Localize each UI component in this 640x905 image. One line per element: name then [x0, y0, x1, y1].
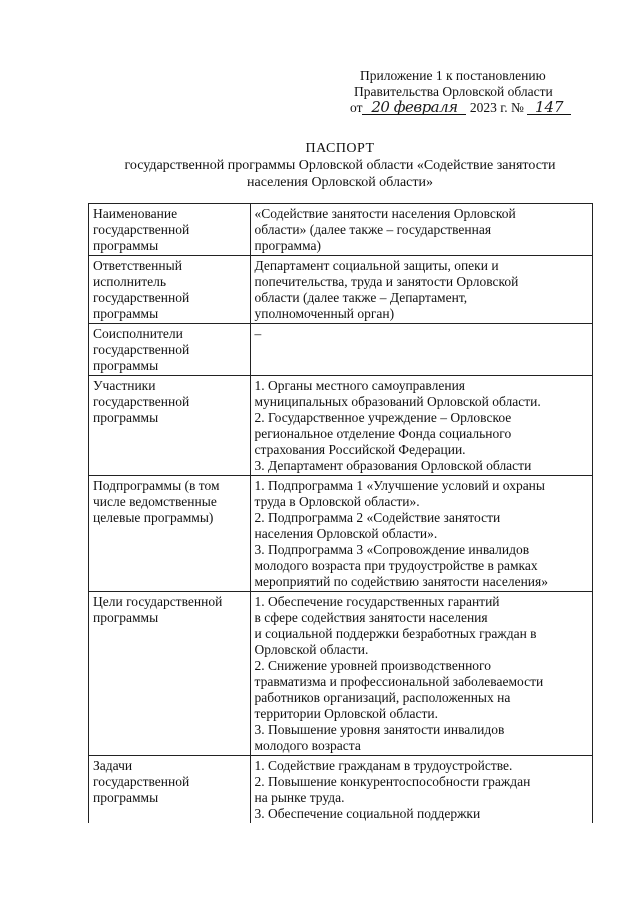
row-value-line: 2. Повышение конкурентоспособности граждан [254, 774, 531, 789]
row-label [89, 376, 251, 476]
row-value-line: 3. Обеспечение социальной поддержки [254, 806, 481, 821]
handwritten-number: 147 [527, 100, 571, 115]
row-label-line: Участники [93, 378, 156, 393]
row-label-line: программы [93, 238, 159, 253]
row-label-line: исполнитель [93, 274, 166, 289]
row-value-line: на рынке труда. [254, 790, 345, 805]
appendix-block [342, 68, 612, 116]
table-row [89, 756, 593, 824]
passport-table [88, 203, 593, 823]
row-value-line: Департамент социальной защиты, опеки и [254, 258, 499, 273]
row-value-line: уполномоченный орган) [254, 306, 395, 321]
row-label [89, 324, 251, 376]
row-value [250, 476, 592, 592]
row-value-line: и социальной поддержки безработных граждан в [254, 626, 537, 641]
row-value [250, 256, 592, 324]
row-label-line: Цели государственной [93, 594, 223, 609]
row-value-line: молодого возраста при трудоустройстве в рамках [254, 558, 538, 573]
row-label [89, 256, 251, 324]
row-value-line: области» (далее также – государственная [254, 222, 492, 237]
row-label-line: Задачи [93, 758, 133, 773]
row-label-line: целевые программы) [93, 510, 214, 525]
handwritten-date: 20 февраля [362, 100, 466, 115]
row-value-line: 3. Подпрограмма 3 «Сопровождение инвалидов [254, 542, 530, 557]
row-label-line: Подпрограммы (в том [93, 478, 220, 493]
row-value [250, 376, 592, 476]
row-value-line: «Содействие занятости населения Орловской [254, 206, 516, 221]
row-label-line: государственной [93, 394, 190, 409]
row-value-line: мероприятий по содействию занятости населения» [254, 574, 548, 589]
row-value [250, 756, 592, 824]
row-value-line: 1. Органы местного самоуправления [254, 378, 466, 393]
row-value-line: труда в Орловской области». [254, 494, 420, 509]
table-row [89, 592, 593, 756]
appendix-line-1: Приложение 1 к постановлению [360, 68, 546, 83]
row-label-line: числе ведомственные [93, 494, 217, 509]
row-value [250, 592, 592, 756]
row-label [89, 592, 251, 756]
row-label-line: программы [93, 790, 159, 805]
row-value-line: территории Орловской области. [254, 706, 438, 721]
row-value [250, 204, 592, 256]
row-value-line: населения Орловской области». [254, 526, 438, 541]
row-value-line: муниципальных образований Орловской области. [254, 394, 541, 409]
row-value-line: программа) [254, 238, 322, 253]
row-value-line: 1. Содействие гражданам в трудоустройстве. [254, 758, 513, 773]
title-line-1: государственной программы Орловской области «Содействие занятости [124, 158, 556, 173]
row-value-line: 1. Подпрограмма 1 «Улучшение условий и охраны [254, 478, 545, 493]
row-value-line: страхования Российской Федерации. [254, 442, 466, 457]
table-row [89, 204, 593, 256]
row-label-line: программы [93, 306, 159, 321]
document-title [60, 140, 620, 191]
row-value-line: 2. Государственное учреждение – Орловское [254, 410, 512, 425]
row-value-line: – [254, 326, 262, 341]
row-value-line: 3. Департамент образования Орловской области [254, 458, 532, 473]
row-label [89, 756, 251, 824]
row-label-line: программы [93, 610, 159, 625]
row-value-line: региональное отделение Фонда социального [254, 426, 512, 441]
row-value-line: молодого возраста [254, 738, 361, 753]
appendix-date-line [342, 100, 612, 116]
row-label-line: государственной [93, 342, 190, 357]
row-label [89, 476, 251, 592]
row-label-line: государственной [93, 774, 190, 789]
row-value-line: 3. Повышение уровня занятости инвалидов [254, 722, 505, 737]
row-value-line: области (далее также – Департамент, [254, 290, 468, 305]
row-label-line: Наименование [93, 206, 178, 221]
row-label-line: Соисполнители [93, 326, 183, 341]
year-text: 2023 г. № [469, 100, 524, 115]
row-value [250, 324, 592, 376]
row-value-line: Орловской области. [254, 642, 369, 657]
table-row [89, 376, 593, 476]
date-prefix: от [350, 100, 363, 115]
row-value-line: 2. Подпрограмма 2 «Содействие занятости [254, 510, 501, 525]
row-value-line: попечительства, труда и занятости Орловской [254, 274, 519, 289]
row-label [89, 204, 251, 256]
row-label-line: программы [93, 410, 159, 425]
title-heading: ПАСПОРТ [305, 141, 375, 156]
title-line-2: населения Орловской области» [247, 175, 433, 190]
appendix-line-2: Правительства Орловской области [354, 84, 553, 99]
row-value-line: в сфере содействия занятости населения [254, 610, 488, 625]
row-label-line: государственной [93, 222, 190, 237]
table-row [89, 256, 593, 324]
row-value-line: травматизма и профессиональной заболеваемости [254, 674, 544, 689]
table-row [89, 476, 593, 592]
row-label-line: Ответственный [93, 258, 182, 273]
row-value-line: 1. Обеспечение государственных гарантий [254, 594, 500, 609]
row-label-line: государственной [93, 290, 190, 305]
row-value-line: 2. Снижение уровней производственного [254, 658, 491, 673]
table-row [89, 324, 593, 376]
row-label-line: программы [93, 358, 159, 373]
row-value-line: работников организаций, расположенных на [254, 690, 511, 705]
